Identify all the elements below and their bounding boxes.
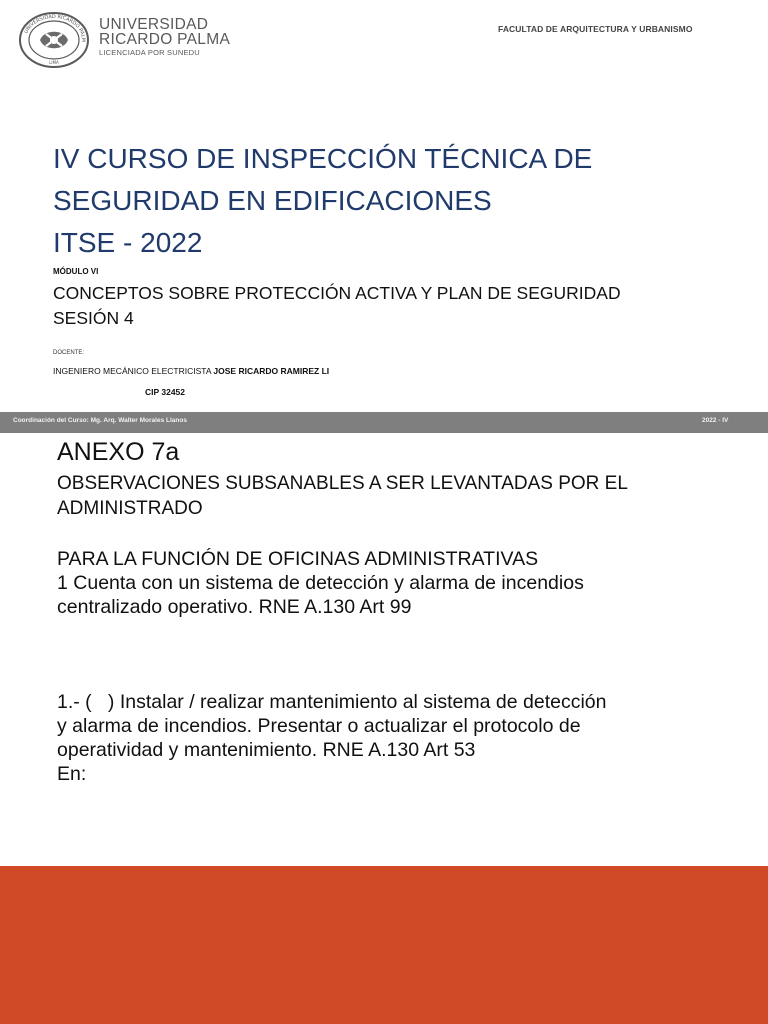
teacher-label: DOCENTE: — [53, 350, 85, 356]
title-line2: SEGURIDAD EN EDIFICACIONES — [53, 185, 492, 216]
title-line3: ITSE - 2022 — [53, 227, 203, 258]
item-line2: y alarma de incendios. Presentar o actualizar el protocolo de — [57, 715, 581, 737]
observation-item — [57, 690, 757, 786]
university-logo — [18, 11, 248, 69]
university-line3: LICENCIADA POR SUNEDU — [99, 48, 200, 57]
requirement-line1: 1 Cuenta con un sistema de detección y alarma de incendios — [57, 572, 584, 594]
item-line4: En: — [57, 763, 87, 785]
module-label: MÓDULO VI — [53, 267, 99, 276]
bottom-color-block — [0, 866, 768, 1024]
course-title — [53, 138, 733, 264]
module-topic — [53, 281, 621, 331]
university-seal-icon — [18, 11, 90, 69]
observations-line1: OBSERVACIONES SUBSANABLES A SER LEVANTADAS POR EL — [57, 473, 628, 494]
module-topic-text: CONCEPTOS SOBRE PROTECCIÓN ACTIVA Y PLAN DE SEGURIDAD — [53, 283, 621, 303]
title-line1: IV CURSO DE INSPECCIÓN TÉCNICA DE — [53, 143, 593, 174]
university-line2: RICARDO PALMA — [99, 31, 231, 48]
item-line3: operatividad y mantenimiento. RNE A.130 Art 53 — [57, 739, 476, 761]
university-name — [99, 17, 230, 58]
observations-line2: ADMINISTRADO — [57, 498, 203, 519]
annex-heading: ANEXO 7a — [57, 438, 180, 466]
session-label: SESIÓN 4 — [53, 308, 134, 328]
faculty-name: FACULTAD DE ARQUITECTURA Y URBANISMO — [498, 24, 693, 34]
item-line1: 1.- ( ) Instalar / realizar mantenimiento al sistema de detección — [57, 691, 607, 713]
seal-text-bottom: LIMA — [49, 60, 59, 65]
university-line1: UNIVERSIDAD — [99, 16, 209, 33]
coordination-text: Coordinación del Curso: Mg. Arq. Walter Morales Llanos — [13, 417, 187, 424]
requirement-line2: centralizado operativo. RNE A.130 Art 99 — [57, 596, 412, 618]
teacher-name: JOSE RICARDO RAMIREZ LI — [213, 366, 330, 376]
teacher-cip: CIP 32452 — [145, 387, 186, 397]
term-text: 2022 - IV — [702, 417, 729, 424]
seal-text-top: UNIVERSIDAD RICARDO PALM — [23, 13, 87, 43]
teacher-title: INGENIERO MECÁNICO ELECTRICISTA — [53, 366, 214, 376]
observations-heading — [57, 471, 737, 521]
function-heading: PARA LA FUNCIÓN DE OFICINAS ADMINISTRATIVAS — [57, 548, 539, 570]
teacher-line — [53, 366, 329, 376]
function-section — [57, 547, 747, 619]
